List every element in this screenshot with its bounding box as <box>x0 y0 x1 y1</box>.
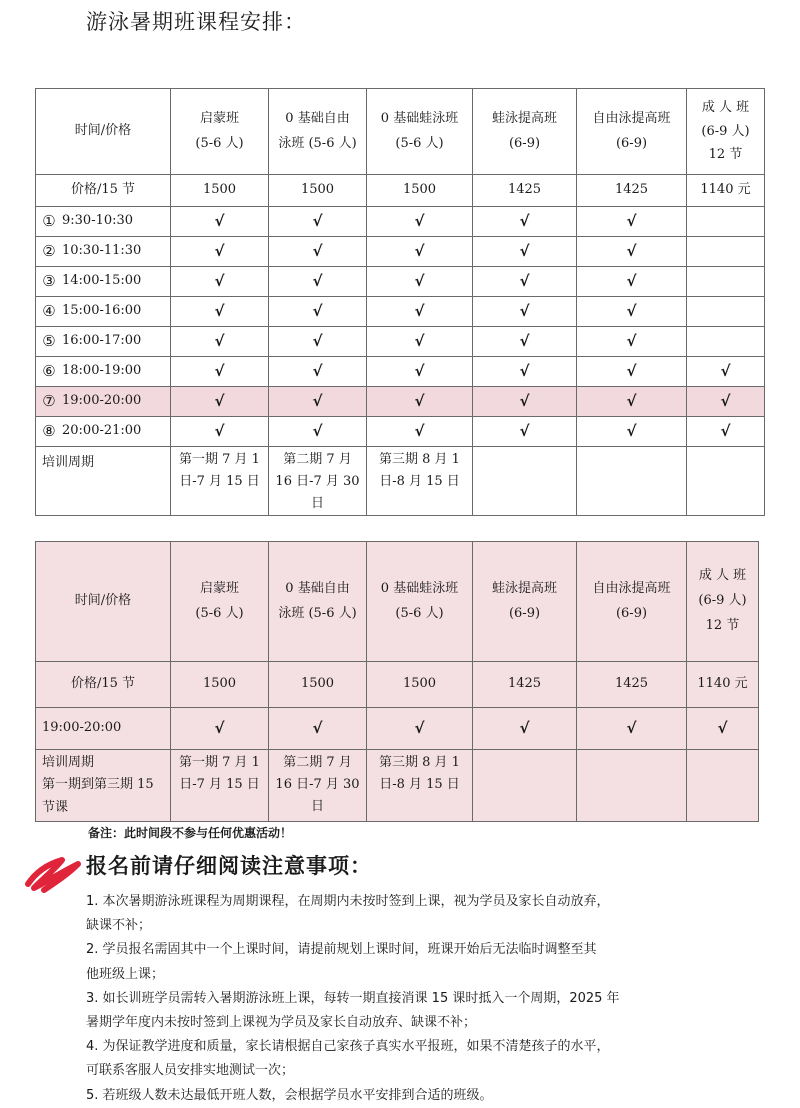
slot-row <box>36 207 765 237</box>
price-cell: 1425 <box>577 662 687 708</box>
check-cell: √ <box>269 207 367 237</box>
slot-time <box>36 207 171 237</box>
period-cell: 第二期 7 月 16 日-7 月 30 日 <box>269 750 367 822</box>
slot-row <box>36 237 765 267</box>
check-cell: √ <box>473 357 577 387</box>
check-cell: √ <box>577 297 687 327</box>
empty-cell <box>687 750 759 822</box>
check-cell: √ <box>473 708 577 750</box>
slot-time-text: 15:00-16:00 <box>62 303 142 319</box>
check-cell: √ <box>367 387 473 417</box>
empty-cell <box>687 327 765 357</box>
check-cell: √ <box>367 237 473 267</box>
check-cell: √ <box>367 297 473 327</box>
price-cell: 1425 <box>577 175 687 207</box>
slot-time-text: 19:00-20:00 <box>62 393 142 409</box>
period-cell: 第一期 7 月 1 日-7 月 15 日 <box>171 750 269 822</box>
check-cell: √ <box>269 267 367 297</box>
check-cell: √ <box>171 417 269 447</box>
check-cell: √ <box>171 327 269 357</box>
notice-title: 报名前请仔细阅读注意事项： <box>86 854 372 878</box>
notice-line: 1. 本次暑期游泳班课程为周期课程，在周期内未按时签到上课，视为学员及家长自动放弃， <box>86 894 610 909</box>
slot-row <box>36 267 765 297</box>
check-cell: √ <box>473 417 577 447</box>
class-header: 蛙泳提高班 (6-9) <box>473 542 577 662</box>
price-cell: 1500 <box>269 662 367 708</box>
period-cell: 第二期 7 月 16 日-7 月 30 日 <box>269 447 367 516</box>
slot-time <box>36 297 171 327</box>
class-header: 成 人 班 (6-9 人) 12 节 <box>687 542 759 662</box>
class-header: 启蒙班 (5-6 人) <box>171 89 269 175</box>
check-cell: √ <box>269 327 367 357</box>
check-cell: √ <box>473 267 577 297</box>
slot-time-text: 16:00-17:00 <box>62 333 142 349</box>
slot-time <box>36 357 171 387</box>
notice-line: 可联系客服人员安排实地测试一次； <box>86 1063 295 1079</box>
slot-number: ④ <box>42 301 56 320</box>
slot-time <box>36 267 171 297</box>
check-cell: √ <box>473 387 577 417</box>
check-cell: √ <box>367 207 473 237</box>
check-cell: √ <box>367 357 473 387</box>
class-header: 自由泳提高班 (6-9) <box>577 542 687 662</box>
slot-number: ⑥ <box>42 361 56 380</box>
slot-number: ⑦ <box>42 391 56 410</box>
check-cell: √ <box>577 357 687 387</box>
price-cell: 1500 <box>367 662 473 708</box>
notice-line: 3. 如长训班学员需转入暑期游泳班上课，每转一期直接消课 15 课时抵入一个周期，2025 年 <box>86 990 620 1006</box>
empty-cell <box>687 447 765 516</box>
check-cell: √ <box>269 708 367 750</box>
check-cell: √ <box>171 267 269 297</box>
check-cell: √ <box>577 237 687 267</box>
check-cell: √ <box>171 357 269 387</box>
slot-time-text: 14:00-15:00 <box>62 273 142 289</box>
price-cell: 1500 <box>171 662 269 708</box>
slot-time-text: 20:00-21:00 <box>62 423 142 439</box>
price-cell: 1500 <box>171 175 269 207</box>
check-cell: √ <box>269 297 367 327</box>
check-cell: √ <box>687 708 759 750</box>
slot-number: ⑤ <box>42 331 56 350</box>
period-row <box>36 750 759 822</box>
class-header: 蛙泳提高班 (6-9) <box>473 89 577 175</box>
slot-time-text: 9:30-10:30 <box>62 213 134 229</box>
empty-cell <box>687 267 765 297</box>
check-cell: √ <box>171 207 269 237</box>
price-cell: 1140 元 <box>687 662 759 708</box>
notice-line: 4. 为保证教学进度和质量，家长请根据自己家孩子真实水平报班，如果不清楚孩子的水平， <box>86 1039 610 1055</box>
notice-line: 他班级上课； <box>86 966 165 982</box>
check-cell: √ <box>171 237 269 267</box>
slot-number: ⑧ <box>42 421 56 440</box>
check-cell: √ <box>473 207 577 237</box>
header-row <box>36 89 765 175</box>
check-cell: √ <box>473 327 577 357</box>
slot-number: ① <box>42 211 56 230</box>
slot-time <box>36 237 171 267</box>
check-cell: √ <box>269 387 367 417</box>
check-cell: √ <box>687 417 765 447</box>
price-row <box>36 662 759 708</box>
red-scribble-icon <box>22 854 86 894</box>
schedule-table <box>35 88 765 516</box>
check-cell: √ <box>269 357 367 387</box>
time-price-header: 时间/价格 <box>36 89 171 175</box>
check-cell: √ <box>577 267 687 297</box>
price-label: 价格/15 节 <box>36 175 171 207</box>
slot-number: ② <box>42 241 56 260</box>
period-cell: 第三期 8 月 1 日-8 月 15 日 <box>367 447 473 516</box>
check-cell: √ <box>367 708 473 750</box>
check-cell: √ <box>473 297 577 327</box>
notice-line: 缺课不补； <box>86 918 152 934</box>
check-cell: √ <box>473 237 577 267</box>
period-cell: 第三期 8 月 1 日-8 月 15 日 <box>367 750 473 822</box>
class-header: 自由泳提高班 (6-9) <box>577 89 687 175</box>
check-cell: √ <box>269 417 367 447</box>
slot-time <box>36 327 171 357</box>
price-cell: 1425 <box>473 175 577 207</box>
page-title: 游泳暑期班课程安排： <box>86 10 306 34</box>
time-price-header: 时间/价格 <box>36 542 171 662</box>
slot-row <box>36 327 765 357</box>
slot-time <box>36 387 171 417</box>
slot-row <box>36 297 765 327</box>
check-cell: √ <box>687 387 765 417</box>
empty-cell <box>577 447 687 516</box>
slot-row <box>36 357 765 387</box>
empty-cell <box>687 237 765 267</box>
class-header: 0 基础蛙泳班 (5-6 人) <box>367 89 473 175</box>
price-label: 价格/15 节 <box>36 662 171 708</box>
check-cell: √ <box>577 708 687 750</box>
check-cell: √ <box>577 417 687 447</box>
notice-list <box>86 890 686 1108</box>
price-cell: 1500 <box>367 175 473 207</box>
slot-time-text: 10:30-11:30 <box>62 243 142 259</box>
header-row <box>36 542 759 662</box>
note-text: 备注：此时间段不参与任何优惠活动！ <box>88 826 293 840</box>
check-cell: √ <box>687 357 765 387</box>
notice-line: 5. 若班级人数未达最低开班人数，会根据学员水平安排到合适的班级。 <box>86 1087 493 1103</box>
period-cell: 第一期 7 月 1 日-7 月 15 日 <box>171 447 269 516</box>
check-cell: √ <box>577 327 687 357</box>
slot-row <box>36 417 765 447</box>
empty-cell <box>687 297 765 327</box>
slot-row <box>36 708 759 750</box>
period-label: 培训周期 <box>36 447 171 516</box>
slot-time-text: 18:00-19:00 <box>62 363 142 379</box>
check-cell: √ <box>367 327 473 357</box>
empty-cell <box>687 207 765 237</box>
slot-row <box>36 387 765 417</box>
price-cell: 1500 <box>269 175 367 207</box>
evening-table <box>35 541 759 822</box>
price-row <box>36 175 765 207</box>
price-cell: 1140 元 <box>687 175 765 207</box>
check-cell: √ <box>367 267 473 297</box>
slot-number: ③ <box>42 271 56 290</box>
class-header: 0 基础自由 泳班 (5-6 人) <box>269 89 367 175</box>
check-cell: √ <box>577 387 687 417</box>
class-header: 0 基础蛙泳班 (5-6 人) <box>367 542 473 662</box>
check-cell: √ <box>269 237 367 267</box>
slot-time: 19:00-20:00 <box>36 708 171 750</box>
check-cell: √ <box>171 387 269 417</box>
class-header: 启蒙班 (5-6 人) <box>171 542 269 662</box>
notice-line: 2. 学员报名需固其中一个上课时间，请提前规划上课时间，班课开始后无法临时调整至其 <box>86 942 597 958</box>
check-cell: √ <box>171 297 269 327</box>
notice-line: 暑期学年度内未按时签到上课视为学员及家长自动放弃、缺课不补； <box>86 1015 477 1031</box>
empty-cell <box>473 447 577 516</box>
check-cell: √ <box>171 708 269 750</box>
empty-cell <box>577 750 687 822</box>
period-row <box>36 447 765 516</box>
period-label: 培训周期 第一期到第三期 15 节课 <box>36 750 171 822</box>
check-cell: √ <box>367 417 473 447</box>
price-cell: 1425 <box>473 662 577 708</box>
class-header: 0 基础自由 泳班 (5-6 人) <box>269 542 367 662</box>
class-header: 成 人 班 (6-9 人) 12 节 <box>687 89 765 175</box>
slot-time <box>36 417 171 447</box>
check-cell: √ <box>577 207 687 237</box>
empty-cell <box>473 750 577 822</box>
